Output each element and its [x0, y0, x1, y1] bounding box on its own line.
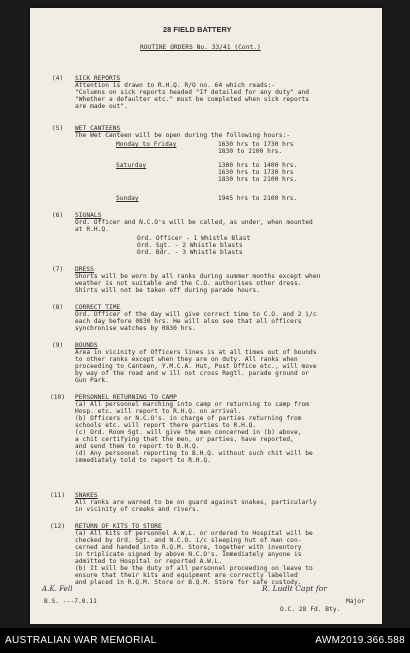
section-number: (12)	[50, 523, 66, 530]
text-line: are made out".	[75, 103, 128, 110]
section-heading: PERSONNEL RETURNING TO CAMP	[75, 394, 177, 401]
canteen-time: 1830 hrs to 2100 hrs.	[218, 176, 298, 183]
section-heading: WET CANTEENS	[75, 125, 121, 132]
archive-name: AUSTRALIAN WAR MEMORIAL	[5, 635, 157, 646]
section-number: (5)	[52, 125, 64, 132]
text-line: immediately told to report to R.H.Q.	[75, 457, 211, 464]
section-heading: SIGNALS	[75, 212, 102, 219]
text-line: each day before 0830 hrs. He will also see that all officers	[75, 318, 302, 325]
handwritten-signature: R. Ludlt Capt for	[262, 584, 327, 593]
text-line: Gun Park.	[75, 377, 109, 384]
canteen-time: 1300 hrs to 1400 hrs.	[218, 162, 298, 169]
text-line: proceeding to Canteen, Y.M.C.A. Hut, Post Office etc., will move	[75, 363, 317, 370]
text-line: (a) All kits of personnel A.W.L. or ordered to Hospital will be	[75, 530, 313, 537]
text-line: in vicinity of creeks and rivers.	[75, 506, 200, 513]
canteen-day: Monday to Friday	[116, 141, 177, 148]
section-heading: RETURN OF KITS TO STORE	[75, 523, 162, 530]
signal-line: Ord. Bdr. - 3 Whistle blasts	[137, 249, 243, 256]
text-line: Shorts will be worn by all ranks during summer months except when	[75, 273, 321, 280]
canteen-time: 1630 hrs to 1730 hrs	[218, 169, 294, 176]
text-line: and placed in R.Q.M. Store or B.Q.M. Store for safe custody.	[75, 579, 302, 586]
signoff-unit: O.C. 28 Fd. Bty.	[280, 606, 341, 613]
text-line: "Whether a defaulter etc." must be completed when sick reports	[75, 96, 310, 103]
text-line: checked by Ord. Sgt. and N.C.O. i/c sleeping hut of man con-	[75, 537, 302, 544]
document-title: 28 FIELD BATTERY	[163, 25, 232, 34]
section-number: (8)	[52, 304, 64, 311]
text-line: Ord. Officer and N.C.O's will be called, as under, when mounted	[75, 219, 313, 226]
text-line: All ranks are warned to be on guard against snakes, particularly	[75, 499, 317, 506]
text-line: Attention is drawn to R.H.Q. R/O no. 64 which reads:-	[75, 82, 276, 89]
signal-line: Ord. Sgt. - 2 Whistle blasts	[137, 242, 243, 249]
text-line: weather is not suitable and the C.O. authorises other dress.	[75, 280, 302, 287]
text-line: Area in vicinity of Officers lines is at all times out of bounds	[75, 349, 317, 356]
section-number: (6)	[52, 212, 64, 219]
text-line: "Columns on sick reports headed "If detailed for any duty" and	[75, 89, 310, 96]
canteen-time: 1630 hrs to 1730 hrs	[218, 141, 294, 148]
canteen-day: Saturday	[116, 162, 147, 169]
section-heading: BOUNDS	[75, 342, 98, 349]
text-line: (d) Any personnel reporting to B.H.Q. without such chit will be	[75, 450, 313, 457]
text-line: (b) Officers or N.C.O's. in charge of parties returning from	[75, 415, 302, 422]
handwritten-initials: A.K. Fell	[42, 585, 73, 593]
signoff-rank: Major	[346, 598, 365, 605]
text-line: in triplicate signed by above N.C.O's. Immediately anyone is	[75, 551, 302, 558]
section-heading: SICK REPORTS	[75, 75, 121, 82]
text-line: (a) All personnel marching into camp or returning to camp from	[75, 401, 310, 408]
canteen-time: 1830 to 2100 hrs.	[218, 148, 283, 155]
section-number: (10)	[50, 394, 66, 401]
archive-accession-id: AWM2019.366.588	[315, 635, 405, 646]
signoff-date: B.S. ---7.0.11	[44, 598, 97, 605]
text-line: Hosp. etc. will report to R.H.Q. on arrival.	[75, 408, 242, 415]
archive-footer	[0, 628, 410, 653]
signal-line: Ord. Officer - 1 Whistle Blast	[137, 235, 251, 242]
text-line: (b) It will be the duty of all personnel proceeding on leave to	[75, 565, 313, 572]
document-page	[30, 8, 382, 624]
text-line: cerned and handed into R.Q.M. Store, together with inventory	[75, 544, 302, 551]
section-heading: CORRECT TIME	[75, 304, 121, 311]
section-heading: DRESS	[75, 266, 94, 273]
text-line: admitted to Hospital or reported A.W.L.	[75, 558, 223, 565]
text-line: Ord. Officer of the day will give correct time to C.O. and 2 i/c	[75, 311, 317, 318]
text-line: to other ranks except when they are on duty. All ranks when	[75, 356, 298, 363]
document-subtitle: ROUTINE ORDERS No. 33/41 (Cont.)	[140, 44, 261, 51]
text-line: (c) Ord. Room Sgt. will give the men concerned in (b) above,	[75, 429, 302, 436]
section-number: (11)	[50, 492, 66, 499]
section-number: (9)	[52, 342, 64, 349]
text-line: schools etc. will report there parties to R.H.Q.	[75, 422, 257, 429]
text-line: and send them to report to B.H.Q.	[75, 443, 200, 450]
text-line: a chit certifying that the men, or parties, have reported,	[75, 436, 294, 443]
text-line: The Wet Canteen will be open during the following hours:-	[75, 132, 291, 139]
canteen-time: 1945 hrs to 2100 hrs.	[218, 195, 298, 202]
section-heading: SNAKES	[75, 492, 98, 499]
text-line: Shirts will not be taken off during parade hours.	[75, 287, 260, 294]
text-line: at R.H.Q.	[75, 226, 109, 233]
section-number: (7)	[52, 266, 64, 273]
text-line: synchronise watches by 0830 hrs.	[75, 325, 196, 332]
section-number: (4)	[52, 75, 64, 82]
text-line: ensure that their kits and equipment are correctly labelled	[75, 572, 298, 579]
canteen-day: Sunday	[116, 195, 139, 202]
text-line: by way of the road and w ill not cross Regtl. parade ground or	[75, 370, 310, 377]
